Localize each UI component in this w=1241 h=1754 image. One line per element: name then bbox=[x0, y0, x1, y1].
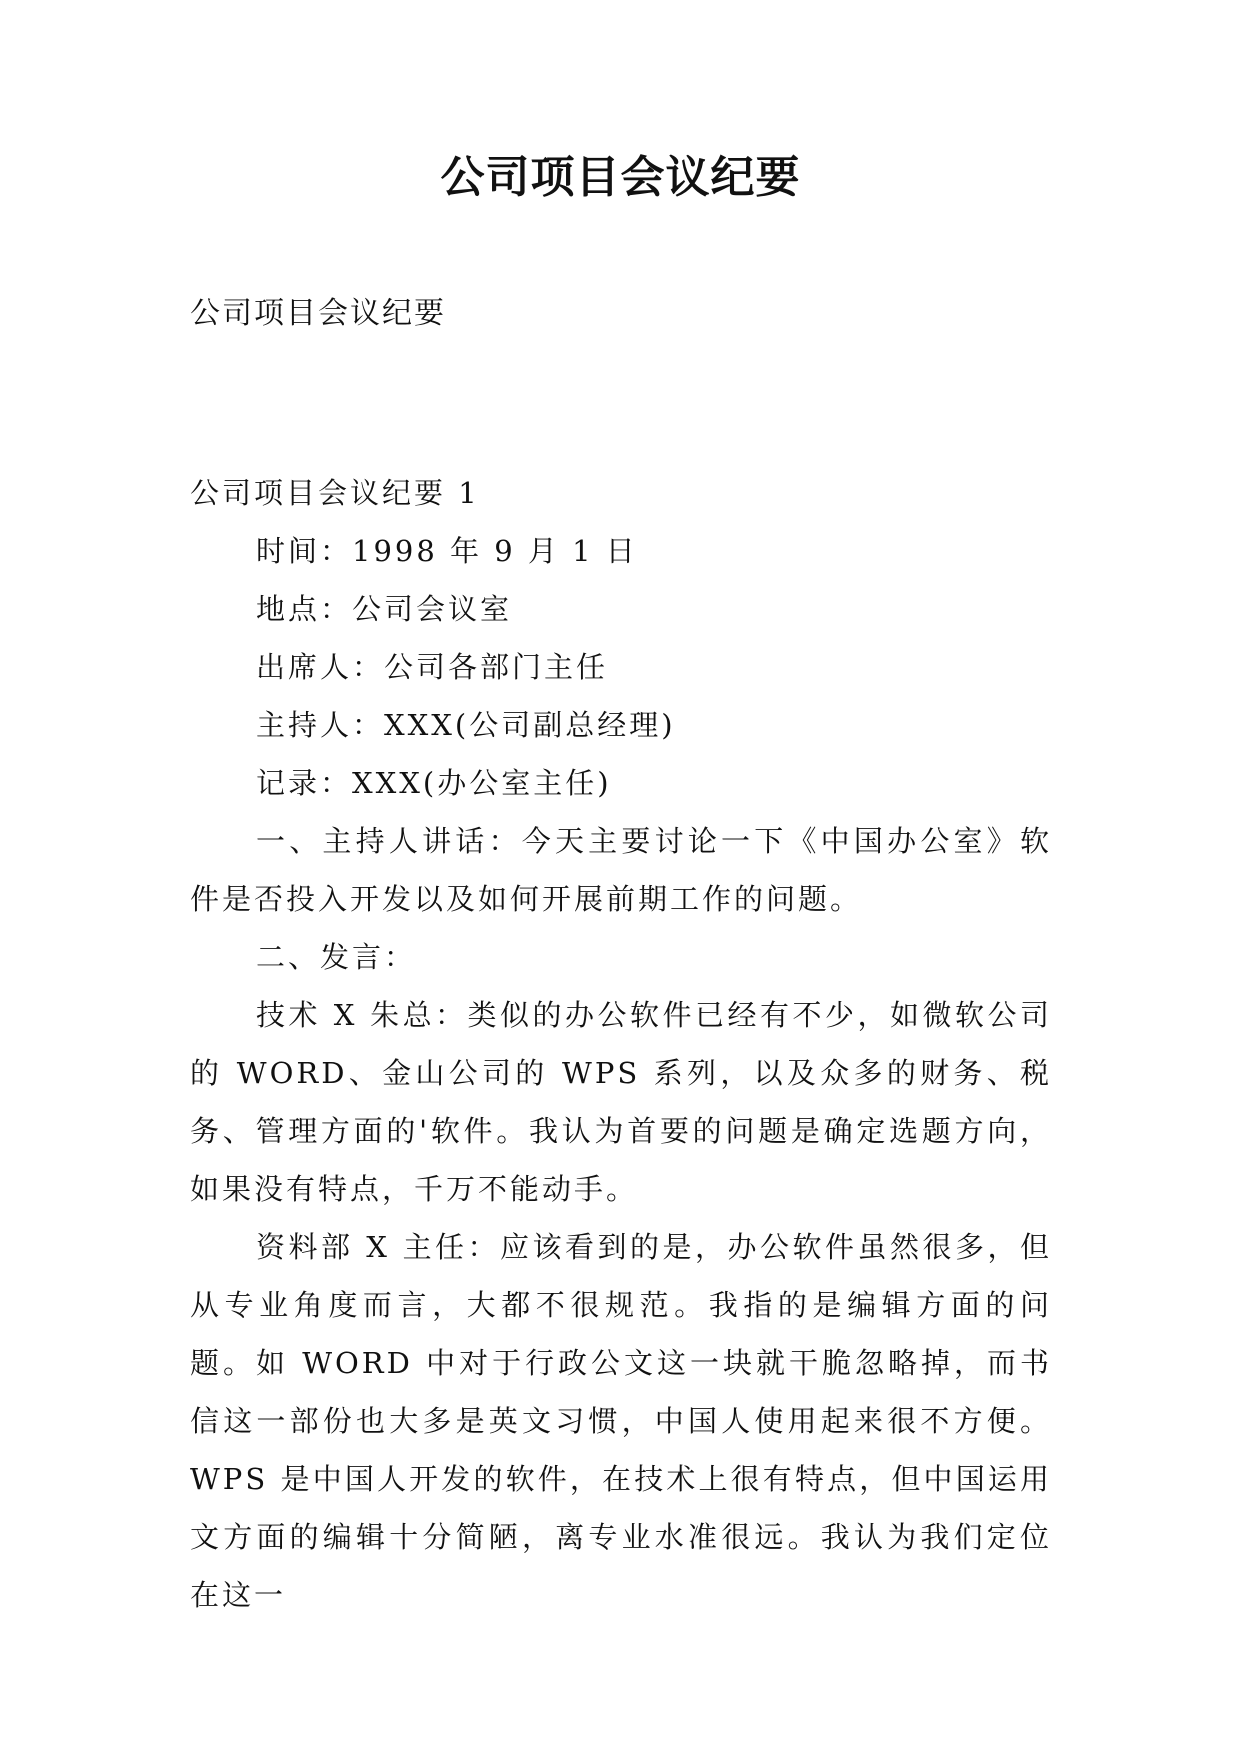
meeting-location: 地点：公司会议室 bbox=[256, 592, 513, 626]
section-heading: 公司项目会议纪要 1 bbox=[190, 476, 480, 510]
host-speech-paragraph: 一、主持人讲话：今天主要讨论一下《中国办公室》软件是否投入开发以及如何开展前期工作的问题。 bbox=[190, 824, 1052, 916]
speech-paragraph: 技术 X 朱总：类似的办公软件已经有不少，如微软公司的 WORD、金山公司的 WPS 系列，以及众多的财务、税务、管理方面的'软件。我认为首要的问题是确定选题方向，如果没有特点，千万不能动手。 bbox=[190, 998, 1052, 1206]
meeting-host: 主持人：XXX(公司副总经理) bbox=[256, 708, 676, 742]
meeting-recorder: 记录：XXX(办公室主任) bbox=[256, 766, 612, 800]
document-title: 公司项目会议纪要 bbox=[440, 152, 801, 203]
meeting-attendees: 出席人：公司各部门主任 bbox=[256, 650, 609, 684]
meeting-time: 时间：1998 年 9 月 1 日 bbox=[256, 534, 638, 568]
speech-paragraph: 资料部 X 主任：应该看到的是，办公软件虽然很多，但从专业角度而言，大都不很规范。我指的是编辑方面的问题。如 WORD 中对于行政公文这一块就干脆忽略掉，而书信这一部份也大多是英文习惯，中国人使用起来很不方便。WPS 是中国人开发的软件，在技术上很有特点，但中国运用文方面的编辑十分简陋，离专业水准很远。我认为我们定位在这一 bbox=[190, 1230, 1052, 1612]
document-subtitle: 公司项目会议纪要 bbox=[190, 296, 446, 331]
document-body bbox=[190, 464, 1052, 1624]
speeches-heading: 二、发言： bbox=[256, 940, 417, 974]
